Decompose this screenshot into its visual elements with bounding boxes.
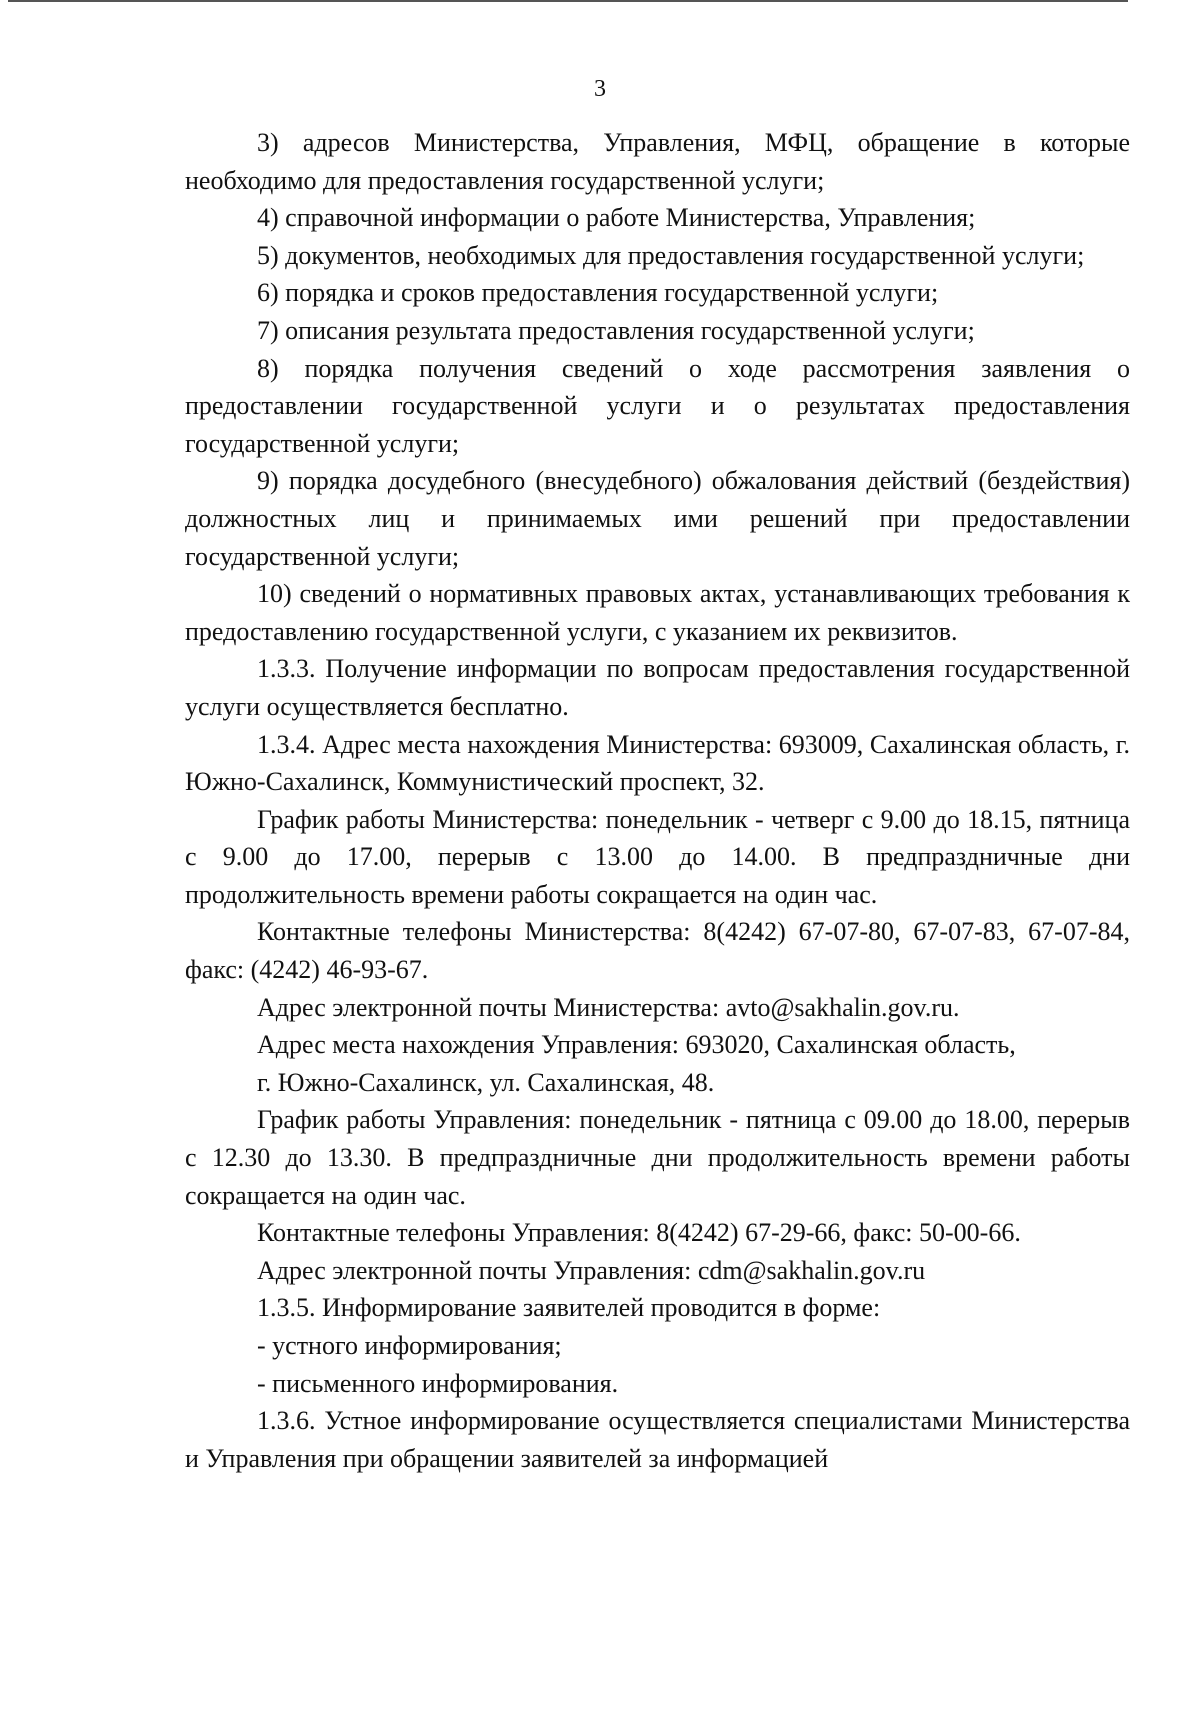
directorate-phones: Контактные телефоны Управления: 8(4242) 67-29-66, факс: 50-00-66.	[257, 1218, 1021, 1248]
list-item-legal-acts: 10) сведений о нормативных правовых актах, устанавливающих требования к предоставлению государственной услуги, с указанием их реквизитов.	[185, 579, 1130, 646]
ministry-schedule: График работы Министерства: понедельник - четверг с 9.00 до 18.15, пятница с 9.00 до 17.00, перерыв с 13.00 до 14.00. В предпраздничные дни продолжительность времени работы сокращается на один час.	[185, 804, 1130, 909]
ministry-email: Адрес электронной почты Министерства: avto@sakhalin.gov.ru.	[257, 992, 960, 1022]
section-1-3-4-ministry-address: 1.3.4. Адрес места нахождения Министерства: 693009, Сахалинская область, г. Южно-Сахалинск, Коммунистический проспект, 32.	[185, 729, 1130, 797]
section-1-3-6: 1.3.6. Устное информирование осуществляется специалистами Министерства и Управления при обращении заявителей за информацией	[185, 1406, 1130, 1473]
ministry-phones: Контактные телефоны Министерства: 8(4242) 67-07-80, 67-07-83, 67-07-84, факс: (4242) 46-93-67.	[185, 917, 1130, 985]
list-item-procedure-terms: 6) порядка и сроков предоставления государственной услуги;	[257, 278, 939, 308]
section-1-3-3: 1.3.3. Получение информации по вопросам предоставления государственной услуги осуществляется бесплатно.	[185, 654, 1130, 721]
list-item-progress-info: 8) порядка получения сведений о ходе рассмотрения заявления о предоставлении государственной услуги и о результатах предоставления государственной услуги;	[185, 353, 1130, 458]
section-1-3-5: 1.3.5. Информирование заявителей проводится в форме:	[257, 1293, 881, 1323]
list-item-result-description: 7) описания результата предоставления государственной услуги;	[257, 315, 975, 345]
list-item-documents: 5) документов, необходимых для предоставления государственной услуги;	[257, 240, 1085, 270]
list-item-appeal-procedure: 9) порядка досудебного (внесудебного) обжалования действий (бездействия) должностных лиц и принимаемых ими решений при предоставлении государственной услуги;	[185, 466, 1130, 571]
form-oral: - устного информирования;	[257, 1331, 562, 1360]
directorate-schedule: График работы Управления: понедельник - пятница с 09.00 до 18.00, перерыв с 12.30 до 13.30. В предпраздничные дни продолжительность времени работы сокращается на один час.	[185, 1105, 1130, 1210]
document-body	[185, 124, 1130, 1477]
form-written: - письменного информирования.	[257, 1368, 619, 1398]
list-item-reference-info: 4) справочной информации о работе Министерства, Управления;	[257, 203, 976, 233]
directorate-address: Адрес места нахождения Управления: 693020, Сахалинская область,	[257, 1030, 1016, 1060]
page-number: 3	[594, 76, 606, 102]
directorate-address-city: г. Южно-Сахалинск, ул. Сахалинская, 48.	[257, 1067, 715, 1097]
list-item-addresses: 3) адресов Министерства, Управления, МФЦ, обращение в которые необходимо для предоставления государственной услуги;	[185, 128, 1130, 195]
page-top-edge	[8, 0, 1128, 2]
directorate-email: Адрес электронной почты Управления: cdm@sakhalin.gov.ru	[257, 1255, 926, 1285]
